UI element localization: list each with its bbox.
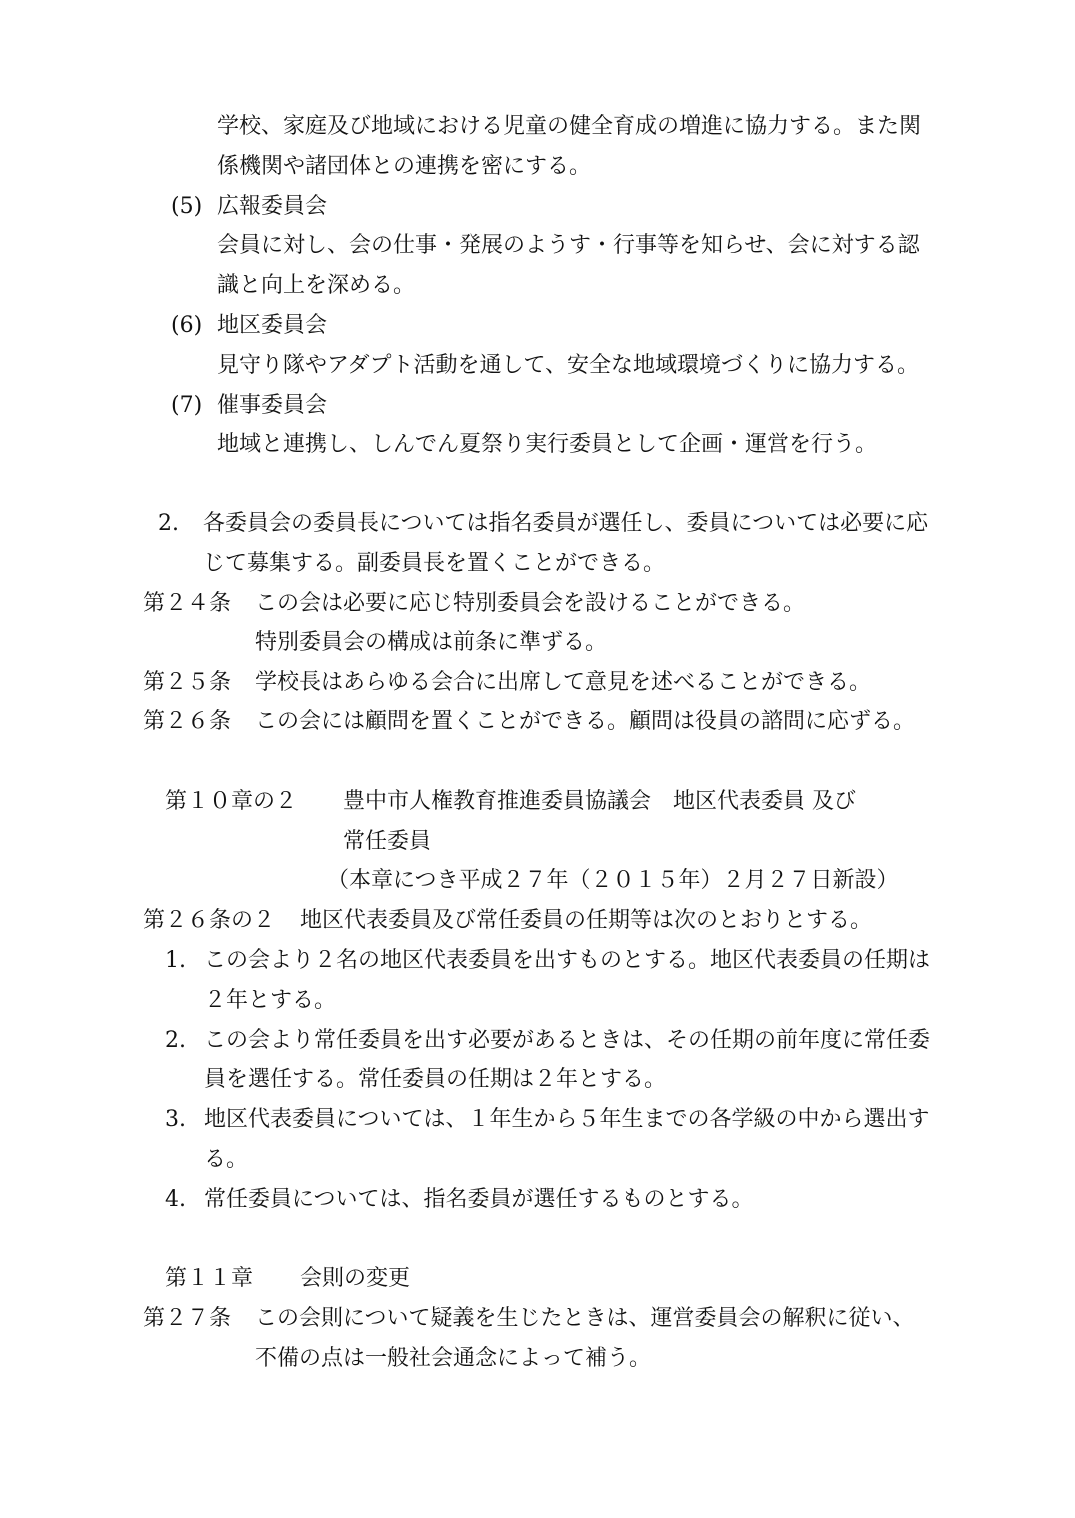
committee-6-number: (6) (171, 313, 203, 338)
article-25-text: 学校長はあらゆる会合に出席して意見を述べることができる。 (255, 670, 872, 695)
article-27-line-2: 不備の点は一般社会通念によって補う。 (255, 1346, 652, 1371)
article-26-text: この会には顧問を置くことができる。顧問は役員の諮問に応ずる。 (255, 709, 916, 734)
chapter-10-2-title-line-1: 豊中市人権教育推進委員協議会 地区代表委員 及び (343, 789, 856, 814)
committee-4-line-1: 学校、家庭及び地域における児童の健全育成の増進に協力する。また関 (217, 114, 922, 139)
article-26-2-item-1-line-2: ２年とする。 (204, 988, 337, 1013)
article-26-2-item-4-number: 4. (165, 1187, 186, 1212)
article-24-line-1: この会は必要に応じ特別委員会を設けることができる。 (255, 591, 806, 616)
article-24-label: 第２４条 (143, 591, 232, 616)
para-2-line-1: 各委員会の委員長については指名委員が選任し、委員については必要に応 (203, 511, 929, 536)
article-26-label: 第２６条 (143, 709, 232, 734)
article-24-line-2: 特別委員会の構成は前条に準ずる。 (255, 630, 608, 655)
committee-5-line-2: 識と向上を深める。 (217, 273, 416, 298)
committee-7-line-1: 地域と連携し、しんでん夏祭り実行委員として企画・運営を行う。 (217, 432, 878, 457)
article-27-line-1: この会則について疑義を生じたときは、運営委員会の解釈に従い、 (255, 1306, 915, 1331)
chapter-11-title: 会則の変更 (300, 1266, 411, 1291)
chapter-10-2-title-line-2: 常任委員 (343, 829, 432, 854)
article-26-2-item-1-line-1: この会より２名の地区代表委員を出すものとする。地区代表委員の任期は (204, 948, 931, 973)
article-26-2-item-3-number: 3. (165, 1107, 186, 1132)
committee-4-line-2: 係機関や諸団体との連携を密にする。 (217, 154, 592, 179)
article-27-label: 第２７条 (143, 1306, 232, 1331)
article-25-label: 第２５条 (143, 670, 232, 695)
article-26-2-item-2-number: 2. (165, 1028, 186, 1053)
para-2-number: 2. (158, 511, 179, 536)
committee-7-title: 催事委員会 (217, 393, 328, 418)
committee-5-number: (5) (171, 194, 203, 219)
committee-5-title: 広報委員会 (217, 194, 328, 219)
article-26-2-item-2-line-1: この会より常任委員を出す必要があるときは、その任期の前年度に常任委 (204, 1028, 931, 1053)
chapter-10-2-label: 第１０章の２ (165, 789, 298, 814)
committee-7-number: (7) (171, 393, 203, 418)
chapter-11-label: 第１１章 (165, 1266, 254, 1291)
article-26-2-text: 地区代表委員及び常任委員の任期等は次のとおりとする。 (300, 908, 873, 933)
article-26-2-item-4-line-1: 常任委員については、指名委員が選任するものとする。 (204, 1187, 754, 1212)
article-26-2-item-2-line-2: 員を選任する。常任委員の任期は２年とする。 (204, 1067, 667, 1092)
committee-5-line-1: 会員に対し、会の仕事・発展のようす・行事等を知らせ、会に対する認 (217, 233, 920, 258)
para-2-line-2: じて募集する。副委員長を置くことができる。 (203, 551, 666, 576)
chapter-10-2-note: （本章につき平成２７年（２０１５年）２月２７日新設） (327, 868, 899, 893)
committee-6-title: 地区委員会 (217, 313, 328, 338)
article-26-2-item-3-line-2: る。 (204, 1147, 249, 1172)
article-26-2-item-3-line-1: 地区代表委員については、１年生から５年生までの各学級の中から選出す (204, 1107, 930, 1132)
article-26-2-label: 第２６条の２ (143, 908, 276, 933)
article-26-2-item-1-number: 1. (165, 948, 186, 973)
committee-6-line-1: 見守り隊やアダプト活動を通して、安全な地域環境づくりに協力する。 (217, 353, 920, 378)
